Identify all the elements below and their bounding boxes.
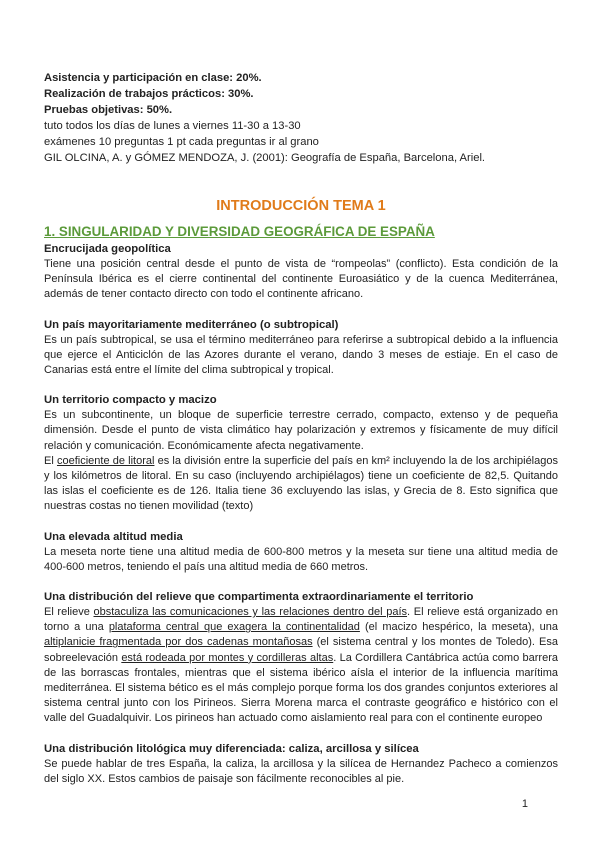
section-title: 1. SINGULARIDAD Y DIVERSIDAD GEOGRÁFICA DE ESPAÑA	[44, 224, 435, 239]
text-run: La meseta norte tiene una altitud media de 600-800 metros y la meseta sur tiene una altitud media de 400-600 metros, teniendo el país una altitud media de 660 metros.	[44, 545, 558, 573]
course-info	[44, 70, 558, 166]
header-line: Pruebas objetivas: 50%.	[44, 104, 173, 116]
subsection-heading: Un territorio compacto y macizo	[44, 394, 217, 407]
underlined-text: altiplanicie fragmentada por dos cadenas montañosas	[44, 636, 313, 649]
page-title: INTRODUCCIÓN TEMA 1	[216, 198, 386, 214]
document-page	[44, 70, 558, 787]
subsections	[44, 241, 558, 787]
underlined-text: plataforma central que exagera la continentalidad	[108, 621, 360, 634]
subsection-heading: Un país mayoritariamente mediterráneo (o subtropical)	[44, 318, 339, 331]
subsection-heading: Una elevada altitud media	[44, 530, 183, 543]
paragraph	[44, 454, 558, 515]
text-run: (el macizo hespérico, la meseta), una	[359, 621, 558, 634]
paragraph	[44, 605, 558, 727]
paragraph	[44, 257, 558, 303]
subsection-heading: Una distribución del relieve que compartimenta extraordinariamente el territorio	[44, 591, 474, 604]
text-run: El relieve	[44, 606, 94, 619]
subsection-heading: Una distribución litológica muy diferenciada: caliza, arcillosa y silícea	[44, 742, 419, 755]
subsection-heading: Encrucijada geopolítica	[44, 243, 171, 255]
text-run: (el sistema central y los montes de Toledo). Esa sobreelevación	[44, 636, 559, 664]
text-run: Se puede hablar de tres España, la caliza, la arcillosa y la silícea de Hernandez Pacheco a comienzos del siglo XX. Estos cambios de paisaje son fácilmente reconocibles al pie.	[44, 757, 558, 785]
header-line: tuto todos los días de lunes a viernes 11-30 a 13-30	[44, 120, 301, 132]
paragraph	[44, 757, 558, 787]
underlined-text: está rodeada por montes y cordilleras altas	[121, 651, 334, 664]
text-run: Es un país subtropical, se usa el término mediterráneo para referirse a subtropical debido a la influencia que ejerce el Anticiclón de las Azores durante el verano, dando 3 meses de estiaje. En el caso de Canarias está entre el límite del clima subtropical y tropical.	[44, 333, 558, 377]
paragraph	[44, 408, 558, 454]
page-number: 1	[521, 798, 528, 810]
header-line: GIL OLCINA, A. y GÓMEZ MENDOZA, J. (2001): Geografía de España, Barcelona, Ariel.	[44, 152, 486, 164]
header-line: Realización de trabajos prácticos: 30%.	[44, 88, 254, 100]
paragraph	[44, 545, 558, 575]
underlined-text: coeficiente de litoral	[56, 454, 155, 467]
header-line: exámenes 10 preguntas 1 pt cada preguntas ir al grano	[44, 136, 319, 148]
text-run: . El relieve está organizado en torno a una	[44, 606, 559, 634]
underlined-text: obstaculiza las comunicaciones y las relaciones dentro del país	[93, 606, 408, 619]
header-line: Asistencia y participación en clase: 20%.	[44, 72, 262, 84]
paragraph	[44, 333, 558, 379]
text-run: . La Cordillera Cantábrica actúa como barrera de las borrascas frontales, mientras que el sistema ibérico aísla el interior de la influencia marítima mediterránea. El sistema bético es el más complejo porque forma los dos grandes conjuntos exteriores al sistema central junto con los Pirineos. Sierra Morena marca el contraste geográfico e histórico con el valle del Guadalquivir. Los pirineos han actuado como aislamiento real para con el continente europeo	[44, 651, 558, 725]
text-run: El	[44, 454, 57, 467]
text-run: Tiene una posición central desde el punto de vista de “rompeolas” (conflicto). Esta condición de la Península Ibérica es el cierre continental del continente Euroasiático y de la cuenca Mediterránea, además de tener contacto directo con todo el continente africano.	[44, 258, 558, 301]
text-run: es la división entre la superficie del país en km² incluyendo la de los archipiélagos y los kilómetros de litoral. En su caso (incluyendo archipiélagos) tiene un coeficiente de 82,5. Quitando las islas el coeficiente es de 126. Italia tiene 36 excluyendo las islas, y Grecia de 8. Esto significa que nuestras costas no tienen movilidad (texto)	[44, 454, 558, 513]
text-run: Es un subcontinente, un bloque de superficie terrestre cerrado, compacto, extenso y de pequeña dimensión. Desde el punto de vista climático hay polarización y extremos y físicamente de muy difícil relación y comunicación. Económicamente afecta negativamente.	[44, 409, 558, 452]
